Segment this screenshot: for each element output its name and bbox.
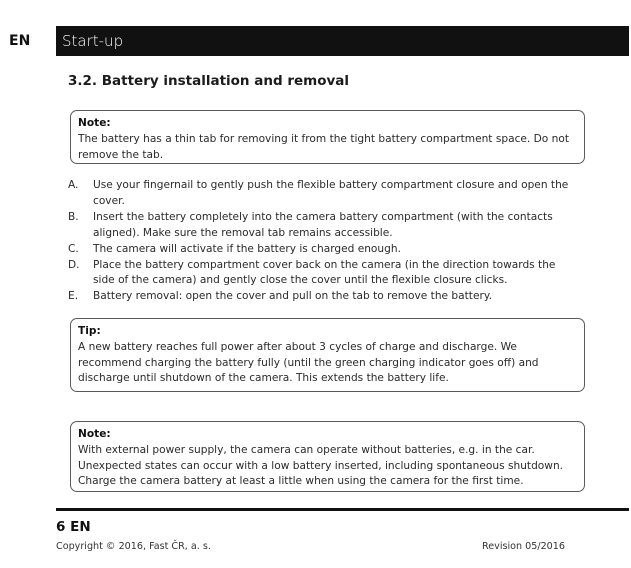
step-letter: B. bbox=[68, 210, 79, 223]
step-text: Place the battery compartment cover back on the camera (in the direction towards the side of the camera) and gently close the cover until the flexible closure clicks. bbox=[93, 258, 556, 287]
step-text: Insert the battery completely into the camera battery compartment (with the contacts aligned). Make sure the removal tab remains accessible. bbox=[93, 210, 553, 239]
copyright-text: Copyright © 2016, Fast ČR, a. s. bbox=[56, 541, 211, 552]
language-badge: EN bbox=[0, 26, 54, 56]
step-item-e bbox=[68, 289, 578, 305]
tip-title: Tip: bbox=[78, 325, 101, 337]
section-title: Start-up bbox=[56, 26, 629, 56]
note-text: The battery has a thin tab for removing it from the tight battery compartment space. Do not remove the tab. bbox=[78, 132, 570, 161]
note-box-power bbox=[70, 421, 585, 492]
step-item-d bbox=[68, 258, 578, 290]
step-letter: E. bbox=[68, 290, 79, 303]
note-box bbox=[70, 110, 585, 164]
revision-text: Revision 05/2016 bbox=[482, 541, 565, 552]
step-letter: C. bbox=[68, 242, 79, 255]
step-letter: D. bbox=[68, 258, 80, 271]
section-heading: 3.2. Battery installation and removal bbox=[68, 73, 350, 89]
tip-text: A new battery reaches full power after about 3 cycles of charge and discharge. We recommend charging the battery fully (until the green charging indicator goes off) and discharge until shutdown of the camera. This extends the battery life. bbox=[78, 340, 539, 385]
note-text: With external power supply, the camera can operate without batteries, e.g. in the car. Unexpected states can occur with a low battery inserted, including spontaneous shutdown. Charge the camera battery at least a little when using the camera for the first time. bbox=[78, 443, 564, 488]
footer-divider bbox=[56, 508, 629, 511]
step-list bbox=[68, 178, 578, 305]
step-text: Battery removal: open the cover and pull on the tab to remove the battery. bbox=[93, 290, 492, 303]
step-item-c bbox=[68, 242, 578, 258]
step-item-a bbox=[68, 178, 578, 210]
page-header bbox=[0, 26, 629, 56]
note-title: Note: bbox=[78, 428, 111, 440]
note-title: Note: bbox=[78, 117, 111, 129]
step-letter: A. bbox=[68, 179, 79, 191]
step-text: The camera will activate if the battery is charged enough. bbox=[93, 242, 401, 255]
step-text: Use your fingernail to gently push the flexible battery compartment closure and open the cover. bbox=[93, 179, 569, 207]
step-item-b bbox=[68, 210, 578, 242]
tip-box bbox=[70, 318, 585, 392]
page-number: 6 EN bbox=[56, 519, 91, 535]
